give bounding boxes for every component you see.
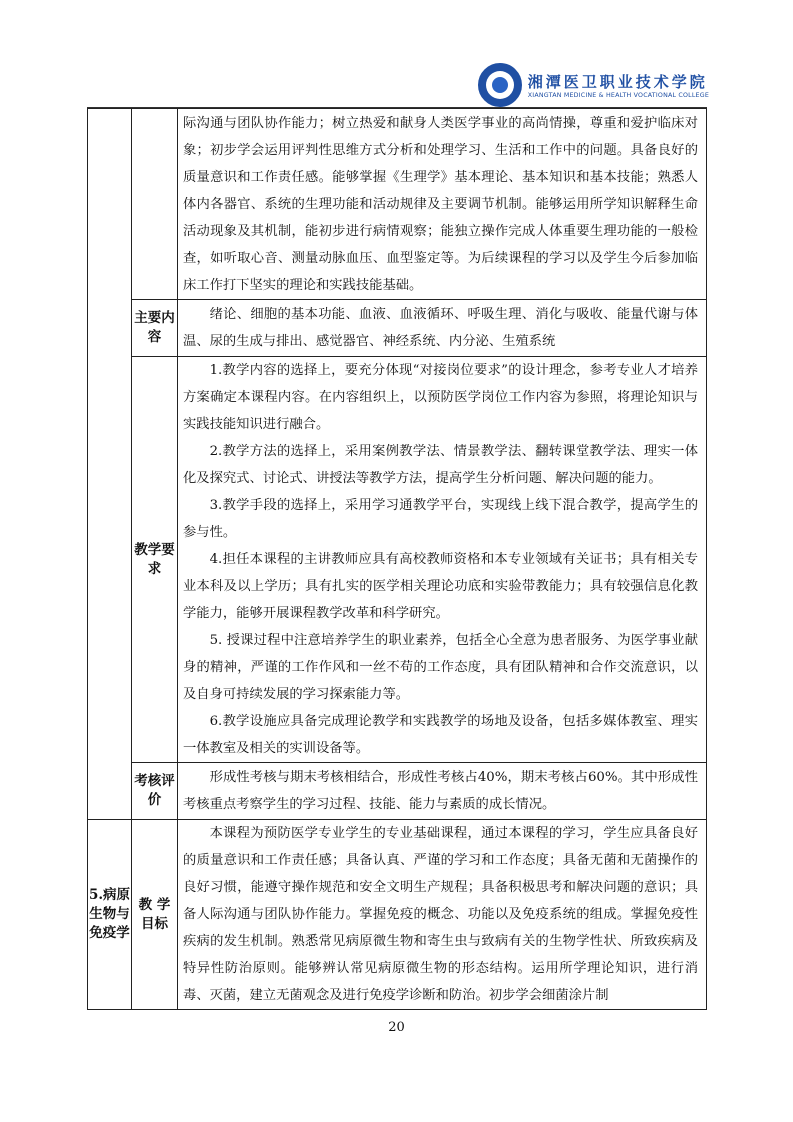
content-text: 绪论、细胞的基本功能、血液、血液循环、呼吸生理、消化与吸收、能量代谢与体温、尿的生成与排出、感觉器官、神经系统、内分泌、生殖系统: [178, 300, 707, 357]
list-item: 2.教学方法的选择上，采用案例教学法、情景教学法、翻转课堂教学法、理实一体化及探究式、讨论式、讲授法等教学方法，提高学生分析问题、解决问题的能力。: [183, 444, 698, 486]
college-logo-icon: [478, 63, 522, 107]
course-cell-empty: [88, 109, 132, 820]
list-item: 3.教学手段的选择上，采用学习通教学平台，实现线上线下混合教学，提高学生的参与性。: [183, 498, 698, 540]
list-item: 4.担任本课程的主讲教师应具有高校教师资格和本专业领域有关证书；具有相关专业本科及以上学历；具有扎实的医学相关理论功底和实验带教能力；具有较强信息化教学能力，能够开展课程教学改革和科学研究。: [183, 552, 698, 621]
row-label-empty: [132, 109, 178, 300]
goal-continuation-text: 际沟通与团队协作能力；树立热爱和献身人类医学事业的高尚情操，尊重和爱护临床对象；初步学会运用评判性思维方式分析和处理学习、生活和工作中的问题。具备良好的质量意识和工作责任感。能够掌握《生理学》基本理论、基本知识和基本技能；熟悉人体内各器官、系统的生理功能和活动规律及主要调节机制。能够运用所学知识解释生命活动现象及其机制，能初步进行病情观察；能独立操作完成人体重要生理功能的一般检查，如听取心音、测量动脉血压、血型鉴定等。为后续课程的学习以及学生今后参加临床工作打下坚实的理论和实践技能基础。: [178, 109, 707, 300]
content-label: 主要内容: [132, 300, 178, 357]
table-row: [88, 820, 707, 1010]
table-row: [88, 109, 707, 300]
course-5-label: 5.病原生物与免疫学: [88, 820, 132, 1010]
page-number: 20: [388, 1020, 405, 1035]
curriculum-table: [87, 108, 707, 1010]
goal-text: 本课程为预防医学专业学生的专业基础课程，通过本课程的学习，学生应具备良好的质量意识和工作责任感；具备认真、严谨的学习和工作态度；具备无菌和无菌操作的良好习惯，能遵守操作规范和安全文明生产规程；具备积极思考和解决问题的意识；具备人际沟通与团队协作能力。掌握免疫的概念、功能以及免疫系统的组成。掌握免疫性疾病的发生机制。熟悉常见病原微生物和寄生虫与致病有关的生物学性状、所致疾病及特异性防治原则。能够辨认常见病原微生物的形态结构。运用所学理论知识，进行消毒、灭菌，建立无菌观念及进行免疫学诊断和防治。初步学会细菌涂片制: [178, 820, 707, 1010]
table-row: [88, 763, 707, 820]
goal-label: 教 学目标: [132, 820, 178, 1010]
assessment-label: 考核评价: [132, 763, 178, 820]
list-item: 1.教学内容的选择上，要充分体现“对接岗位要求”的设计理念，参考专业人才培养方案确定本课程内容。在内容组织上，以预防医学岗位工作内容为参照，将理论知识与实践技能知识进行融合。: [183, 363, 698, 432]
college-name-en: XIANGTAN MEDICINE & HEALTH VOCATIONAL COLLEGE: [527, 92, 709, 99]
teaching-requirements: [178, 357, 707, 763]
table-row: [88, 300, 707, 357]
college-name: [528, 71, 709, 99]
table-row: [88, 357, 707, 763]
assessment-text: 形成性考核与期末考核相结合，形成性考核占40%，期末考核占60%。其中形成性考核重点考察学生的学习过程、技能、能力与素质的成长情况。: [178, 763, 707, 820]
list-item: 6.教学设施应具备完成理论教学和实践教学的场地及设备，包括多媒体教室、理实一体教室及相关的实训设备等。: [183, 714, 698, 756]
teaching-label: 教学要求: [132, 357, 178, 763]
page-header: [478, 62, 709, 108]
list-item: 5. 授课过程中注意培养学生的职业素养，包括全心全意为患者服务、为医学事业献身的精神，严谨的工作作风和一丝不苟的工作态度，具有团队精神和合作交流意识，以及自身可持续发展的学习探索能力等。: [183, 633, 698, 702]
college-name-cn: 湘潭医卫职业技术学院: [527, 73, 708, 91]
